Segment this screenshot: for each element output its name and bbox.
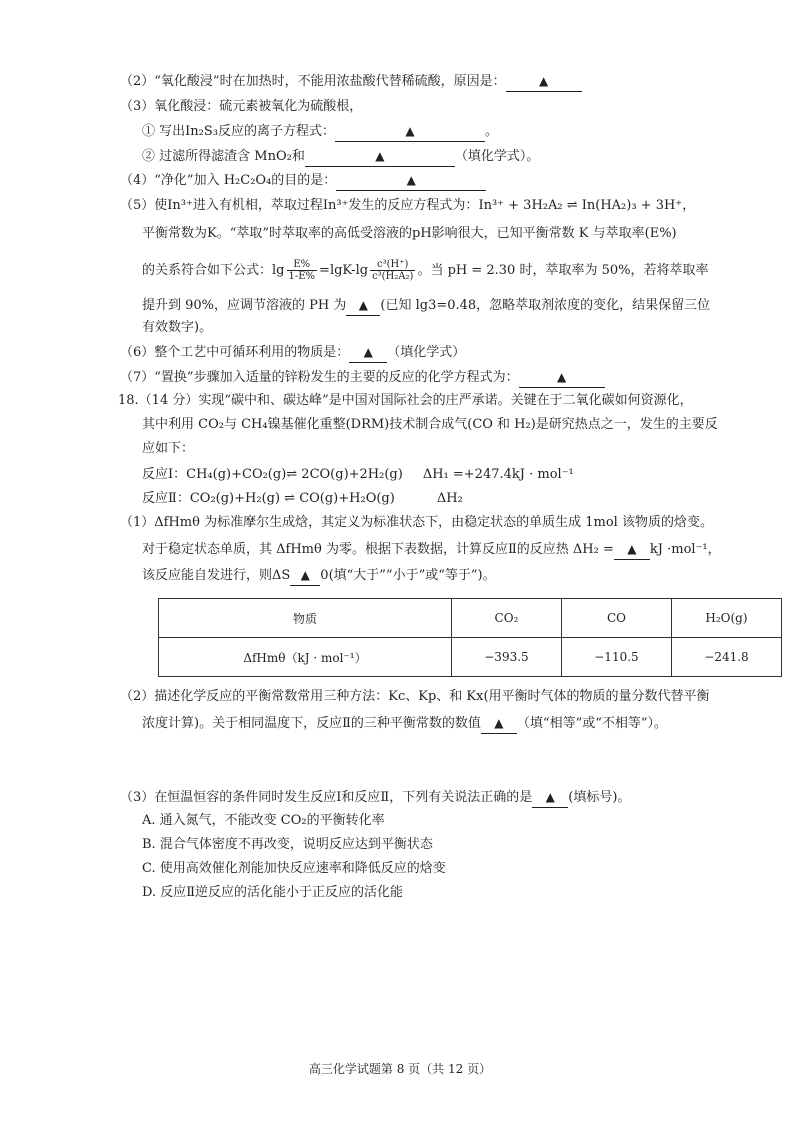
answer-blank[interactable]: ▲ (336, 171, 486, 191)
option-a[interactable]: A. 通入氮气，不能改变 CO₂的平衡转化率 (142, 813, 385, 828)
option-b[interactable]: B. 混合气体密度不再改变，说明反应达到平衡状态 (142, 837, 433, 852)
q7-line: （7）“置换”步骤加入适量的锌粉发生的主要的反应的化学方程式为： ▲ (120, 368, 605, 388)
q3-sub1: ① 写出In₂S₃反应的离子方程式： ▲ 。 (142, 122, 498, 142)
answer-blank[interactable]: ▲ (481, 714, 517, 734)
answer-blank[interactable]: ▲ (335, 122, 485, 142)
answer-blank[interactable]: ▲ (305, 147, 455, 167)
answer-blank[interactable]: ▲ (349, 343, 387, 363)
enthalpy-table (158, 598, 782, 677)
q5-line3: 的关系符合如下公式：lg $\frac{E\%}{1-E\%}$ =lgK-lg $\frac{\text{c³(H⁺)}}{\text{c³(H₂A₂)}}$ 。当 pH = 2.30 时，萃取率为 50%，若将萃取率 (142, 259, 709, 282)
q5-line4: 提升到 90%，应调节溶液的 PH 为 ▲ (已知 lg3=0.48，忽略萃取剂浓度的变化，结果保留三位 (142, 296, 710, 316)
answer-blank[interactable]: ▲ (614, 540, 650, 560)
option-c[interactable]: C. 使用高效催化剂能加快反应速率和降低反应的焓变 (142, 861, 446, 876)
q3-sub2: ② 过滤所得滤渣含 MnO₂和 ▲ （填化学式）。 (142, 147, 539, 167)
q5-line2: 平衡常数为K。“萃取”时萃取率的高低受溶液的pH影响很大，已知平衡常数 K 与萃取率(E%) (142, 226, 677, 241)
answer-blank[interactable]: ▲ (532, 788, 568, 808)
q5-line1: （5）使In³⁺进入有机相，萃取过程In³⁺发生的反应方程式为：In³⁺ + 3H₂A₂ ⇌ In(HA₂)₃ + 3H⁺， (120, 198, 696, 213)
answer-blank[interactable]: ▲ (346, 296, 380, 316)
fraction-e: $\frac{E\%}{1-E\%}$ (288, 259, 316, 282)
q18-line3: 应如下： (142, 441, 195, 456)
table-row: ΔfHmθ（kJ · mol⁻¹） −393.5 −110.5 −241.8 (159, 638, 782, 677)
q18-line2: 其中利用 CO₂与 CH₄镍基催化重整(DRM)技术制合成气(CO 和 H₂)是研究热点之一，发生的主要反 (142, 417, 718, 432)
p1-line1: （1）ΔfHmθ 为标准摩尔生成焓，其定义为标准状态下，由稳定状态的单质生成 1mol 该物质的焓变。 (120, 515, 713, 530)
answer-blank[interactable]: ▲ (506, 72, 582, 92)
page-footer: 高三化学试题第 8 页（共 12 页） (308, 1062, 492, 1076)
equilibrium-equation: In³⁺ + 3H₂A₂ ⇌ In(HA₂)₃ + 3H⁺， (478, 198, 696, 213)
q6-line: （6）整个工艺中可循环利用的物质是： ▲ （填化学式） (120, 343, 465, 363)
answer-blank[interactable]: ▲ (519, 368, 605, 388)
p2-line1: （2）描述化学反应的平衡常数常用三种方法：Kc、Kp、和 Kx(用平衡时气体的物质的量分数代替平衡 (120, 689, 710, 704)
q4-line: （4）“净化”加入 H₂C₂O₄的目的是： ▲ (120, 171, 486, 191)
reaction-2: 反应Ⅱ：CO₂(g)+H₂(g) ⇌ CO(g)+H₂O(g) ΔH₂ (142, 491, 463, 506)
option-d[interactable]: D. 反应Ⅱ逆反应的活化能小于正反应的活化能 (142, 885, 404, 900)
fraction-c: $\frac{\text{c³(H⁺)}}{\text{c³(H₂A₂)}}$ (372, 259, 414, 282)
q2-line: （2）“氧化酸浸”时在加热时，不能用浓盐酸代替稀硫酸，原因是： ▲ (120, 72, 582, 92)
q18-line1: 18.（14 分）实现“碳中和、碳达峰”是中国对国际社会的庄严承诺。关键在于二氧化碳如何资源化， (118, 393, 693, 408)
p3-line1: （3）在恒温恒容的条件同时发生反应Ⅰ和反应Ⅱ，下列有关说法正确的是 ▲ (填标号)。 (120, 788, 630, 808)
q3-line: （3）氧化酸浸：硫元素被氧化为硫酸根， (120, 99, 363, 114)
p2-line2: 浓度计算)。关于相同温度下，反应Ⅱ的三种平衡常数的数值 ▲ （填“相等”或“不相等”）。 (142, 714, 667, 734)
reaction-1: 反应Ⅰ：CH₄(g)+CO₂(g)⇌ 2CO(g)+2H₂(g) ΔH₁ =+247.4kJ · mol⁻¹ (142, 467, 574, 482)
answer-blank[interactable]: ▲ (290, 566, 320, 586)
q5-line5: 有效数字)。 (142, 320, 213, 335)
table-row: 物质 CO₂ CO H₂O(g) (159, 599, 782, 638)
p1-line3: 该反应能自发进行，则ΔS ▲ 0(填“大于”“小于”或“等于”)。 (142, 566, 496, 586)
p1-line2: 对于稳定状态单质，其 ΔfHmθ 为零。根据下表数据，计算反应Ⅱ的反应热 ΔH₂ = ▲ kJ ·mol⁻¹， (142, 540, 721, 560)
